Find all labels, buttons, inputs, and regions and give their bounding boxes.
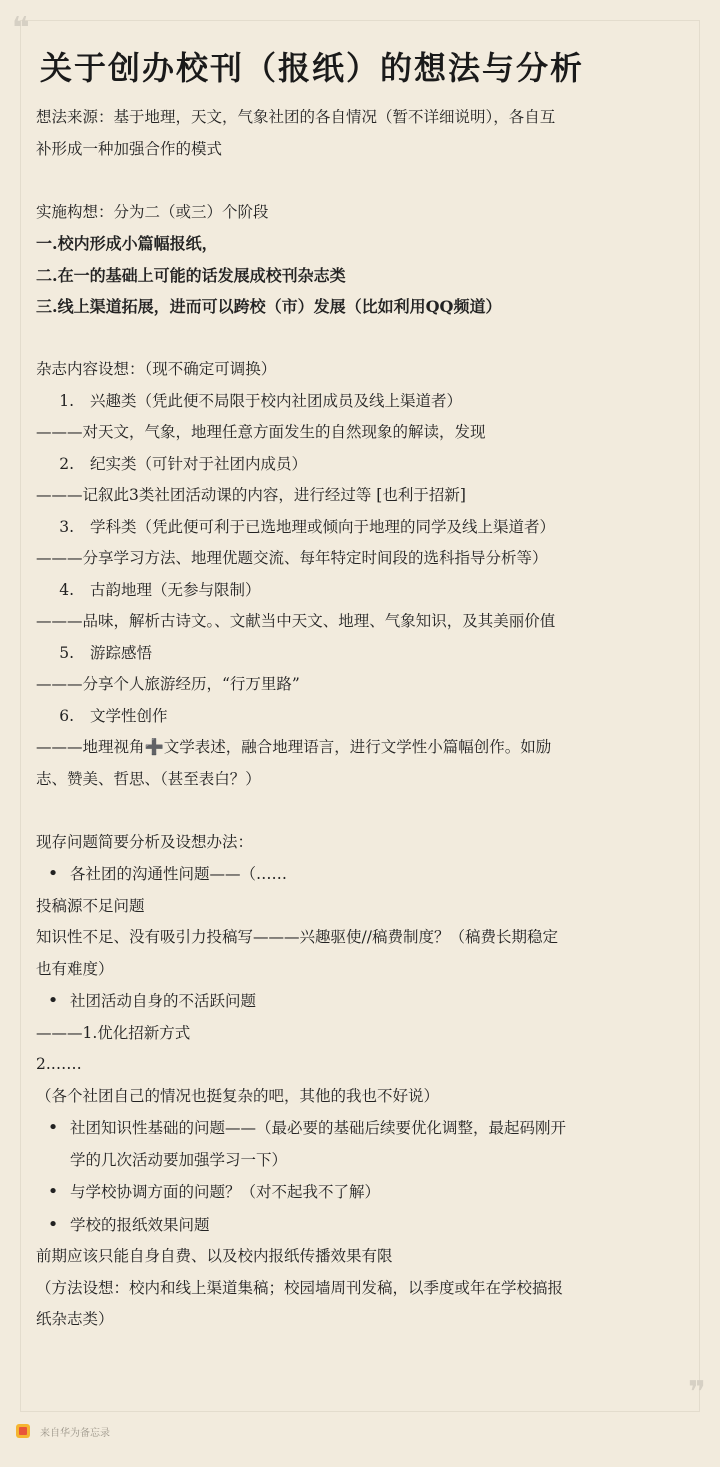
item-number: 3. xyxy=(59,517,74,536)
item-desc: 志、赞美、哲思、（甚至表白？） xyxy=(36,769,261,788)
item-number: 5. xyxy=(59,643,74,662)
content-heading: 杂志内容设想：（现不确定可调换） xyxy=(36,360,277,378)
list-item xyxy=(36,701,688,733)
item-title: 纪实类（可针对于社团内成员） xyxy=(90,454,308,473)
plan-step: 三.线上渠道拓展，进而可以跨校（市）发展（比如利用QQ频道） xyxy=(36,297,502,316)
bullet-text: 社团活动自身的不活跃问题 xyxy=(70,992,257,1010)
plan-heading: 实施构想：分为二（或三）个阶段 xyxy=(36,202,269,221)
item-title: 文学性创作 xyxy=(90,706,168,725)
item-desc: ———对天文，气象，地理任意方面发生的自然现象的解读，发现 xyxy=(36,423,486,441)
spacer xyxy=(36,795,688,827)
item-title: 游踪感悟 xyxy=(90,643,153,662)
list-item xyxy=(36,638,688,670)
plan-step: 二.在一的基础上可能的话发展成校刊杂志类 xyxy=(36,265,346,285)
notes-app-icon xyxy=(16,1424,30,1438)
item-title: 学科类（凭此便可利于已选地理或倾向于地理的同学及线上渠道者） xyxy=(90,517,556,536)
bullet-item xyxy=(36,1112,688,1145)
bullet-text: 学校的报纸效果问题 xyxy=(70,1215,210,1234)
problem-detail: （方法设想：校内和线上渠道集稿；校园墙周刊发稿，以季度或年在学校搞报 xyxy=(36,1278,564,1297)
footer xyxy=(16,1421,110,1441)
bullet-item xyxy=(36,985,688,1018)
item-number: 2. xyxy=(59,454,74,473)
item-number: 6. xyxy=(59,706,74,725)
problem-detail: ———1.优化招新方式 xyxy=(36,1023,191,1042)
note-title: 关于创办校刊（报纸）的想法与分析 xyxy=(40,49,585,87)
list-item xyxy=(36,449,688,481)
plan-step: 一.校内形成小篇幅报纸， xyxy=(36,234,218,253)
bullet-dot-icon: • xyxy=(47,1181,59,1202)
bullet-item xyxy=(36,1176,688,1209)
problem-detail: 前期应该只能自身自费、以及校内报纸传播效果有限 xyxy=(36,1247,393,1265)
bullet-text: 与学校协调方面的问题？（对不起我不了解） xyxy=(70,1183,381,1201)
item-desc: ———分享个人旅游经历，“行万里路” xyxy=(36,675,300,693)
bullet-text-cont: 学的几次活动要加强学习一下） xyxy=(70,1150,288,1169)
open-quote-icon: ❝ xyxy=(12,11,30,46)
bullet-text: 社团知识性基础的问题——（最必要的基础后续要优化调整，最起码刚开 xyxy=(70,1119,567,1137)
problem-detail: 也有难度） xyxy=(36,959,114,978)
note-body xyxy=(36,102,688,1336)
bullet-dot-icon: • xyxy=(47,863,59,884)
problem-detail: 纸杂志类） xyxy=(36,1310,114,1328)
item-title: 兴趣类（凭此便不局限于校内社团成员及线上渠道者） xyxy=(90,391,463,410)
problem-detail: （各个社团自己的情况也挺复杂的吧，其他的我也不好说） xyxy=(36,1086,440,1105)
spacer xyxy=(36,165,688,197)
list-item xyxy=(36,575,688,607)
footer-source-text: 来自华为备忘录 xyxy=(40,1427,110,1439)
source-line-cont: 补形成一种加强合作的模式 xyxy=(36,139,223,158)
item-desc: ———记叙此3类社团活动课的内容，进行经过等 [也利于招新] xyxy=(36,486,466,504)
item-desc: ———地理视角➕文学表述，融合地理语言，进行文学性小篇幅创作。如励 xyxy=(36,738,552,756)
spacer xyxy=(36,323,688,355)
item-number: 1. xyxy=(59,391,74,410)
bullet-dot-icon: • xyxy=(47,1117,59,1138)
problem-detail: 2.…… xyxy=(36,1055,82,1073)
item-desc: ———分享学习方法、地理优题交流、每年特定时间段的选科指导分析等） xyxy=(36,549,548,567)
list-item xyxy=(36,386,688,418)
item-number: 4. xyxy=(59,580,74,599)
list-item xyxy=(36,512,688,544)
bullet-item xyxy=(36,1209,688,1242)
close-quote-icon: ❞ xyxy=(688,1375,706,1410)
bullet-text: 各社团的沟通性问题——（…… xyxy=(70,865,288,883)
bullet-dot-icon: • xyxy=(47,990,59,1011)
source-line: 想法来源：基于地理，天文，气象社团的各自情况（暂不详细说明），各自互 xyxy=(36,108,556,126)
problem-detail: 知识性不足、没有吸引力投稿写———兴趣驱使//稿费制度？（稿费长期稳定 xyxy=(36,928,558,946)
bullet-dot-icon: • xyxy=(47,1213,59,1235)
item-title: 古韵地理（无参与限制） xyxy=(90,580,261,599)
problem-detail: 投稿源不足问题 xyxy=(36,896,145,915)
bullet-item xyxy=(36,858,688,891)
item-desc: ———品味，解析古诗文。、文献当中天文、地理、气象知识，及其美丽价值 xyxy=(36,612,556,630)
problems-heading: 现存问题简要分析及设想办法： xyxy=(36,832,254,851)
